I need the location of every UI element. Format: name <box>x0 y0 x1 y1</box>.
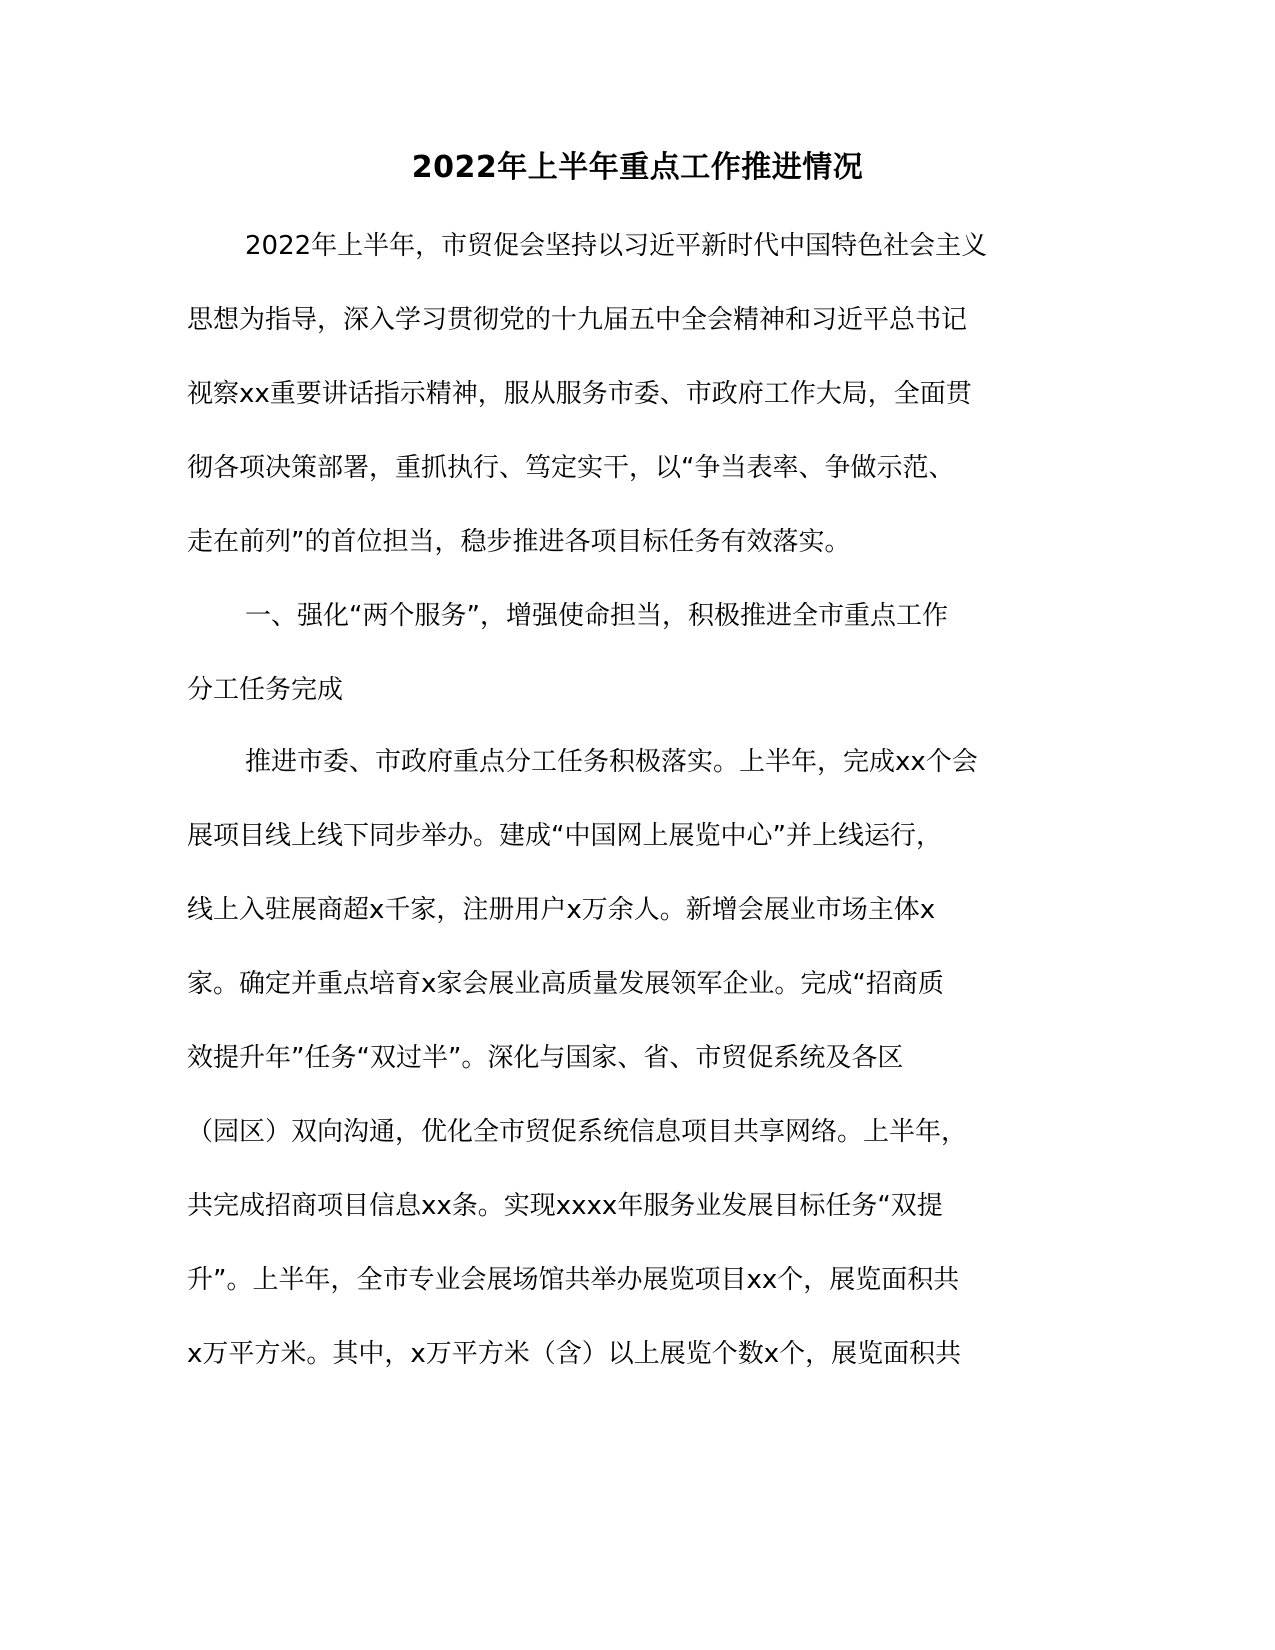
paragraph-2-line-3: 线上入驻展商超x千家，注册用户x万余人。新增会展业市场主体x <box>187 895 936 925</box>
paragraph-2-line-6: （园区）双向沟通，优化全市贸促系统信息项目共享网络。上半年， <box>187 1117 968 1147</box>
paragraph-1-line-4: 彻各项决策部署，重抓执行、笃定实干，以“争当表率、争做示范、 <box>187 453 955 483</box>
section-heading-line-1: 一、强化“两个服务”，增强使命担当，积极推进全市重点工作 <box>245 601 948 631</box>
paragraph-2-line-2: 展项目线上线下同步举办。建成“中国网上展览中心”并上线运行， <box>187 821 942 851</box>
paragraph-1-line-3: 视察xx重要讲话指示精神，服从服务市委、市政府工作大局，全面贯 <box>187 379 972 409</box>
paragraph-1-line-5: 走在前列”的首位担当，稳步推进各项目标任务有效落实。 <box>187 527 851 557</box>
paragraph-2-line-7: 共完成招商项目信息xx条。实现xxxx年服务业发展目标任务“双提 <box>187 1191 943 1221</box>
paragraph-1-line-2: 思想为指导，深入学习贯彻党的十九届五中全会精神和习近平总书记 <box>187 305 968 335</box>
paragraph-2-line-5: 效提升年”任务“双过半”。深化与国家、省、市贸促系统及各区 <box>187 1043 904 1073</box>
paragraph-2-line-9: x万平方米。其中，x万平方米（含）以上展览个数x个，展览面积共 <box>187 1339 962 1369</box>
section-heading-line-2: 分工任务完成 <box>187 675 344 705</box>
paragraph-2-line-8: 升”。上半年，全市专业会展场馆共举办展览项目xx个，展览面积共 <box>187 1265 960 1295</box>
paragraph-2-line-4: 家。确定并重点培育x家会展业高质量发展领军企业。完成“招商质 <box>187 969 944 999</box>
paragraph-2-line-1: 推进市委、市政府重点分工任务积极落实。上半年，完成xx个会 <box>245 747 978 777</box>
document-title: 2022年上半年重点工作推进情况 <box>411 150 864 185</box>
paragraph-1-line-1: 2022年上半年，市贸促会坚持以习近平新时代中国特色社会主义 <box>245 231 988 261</box>
